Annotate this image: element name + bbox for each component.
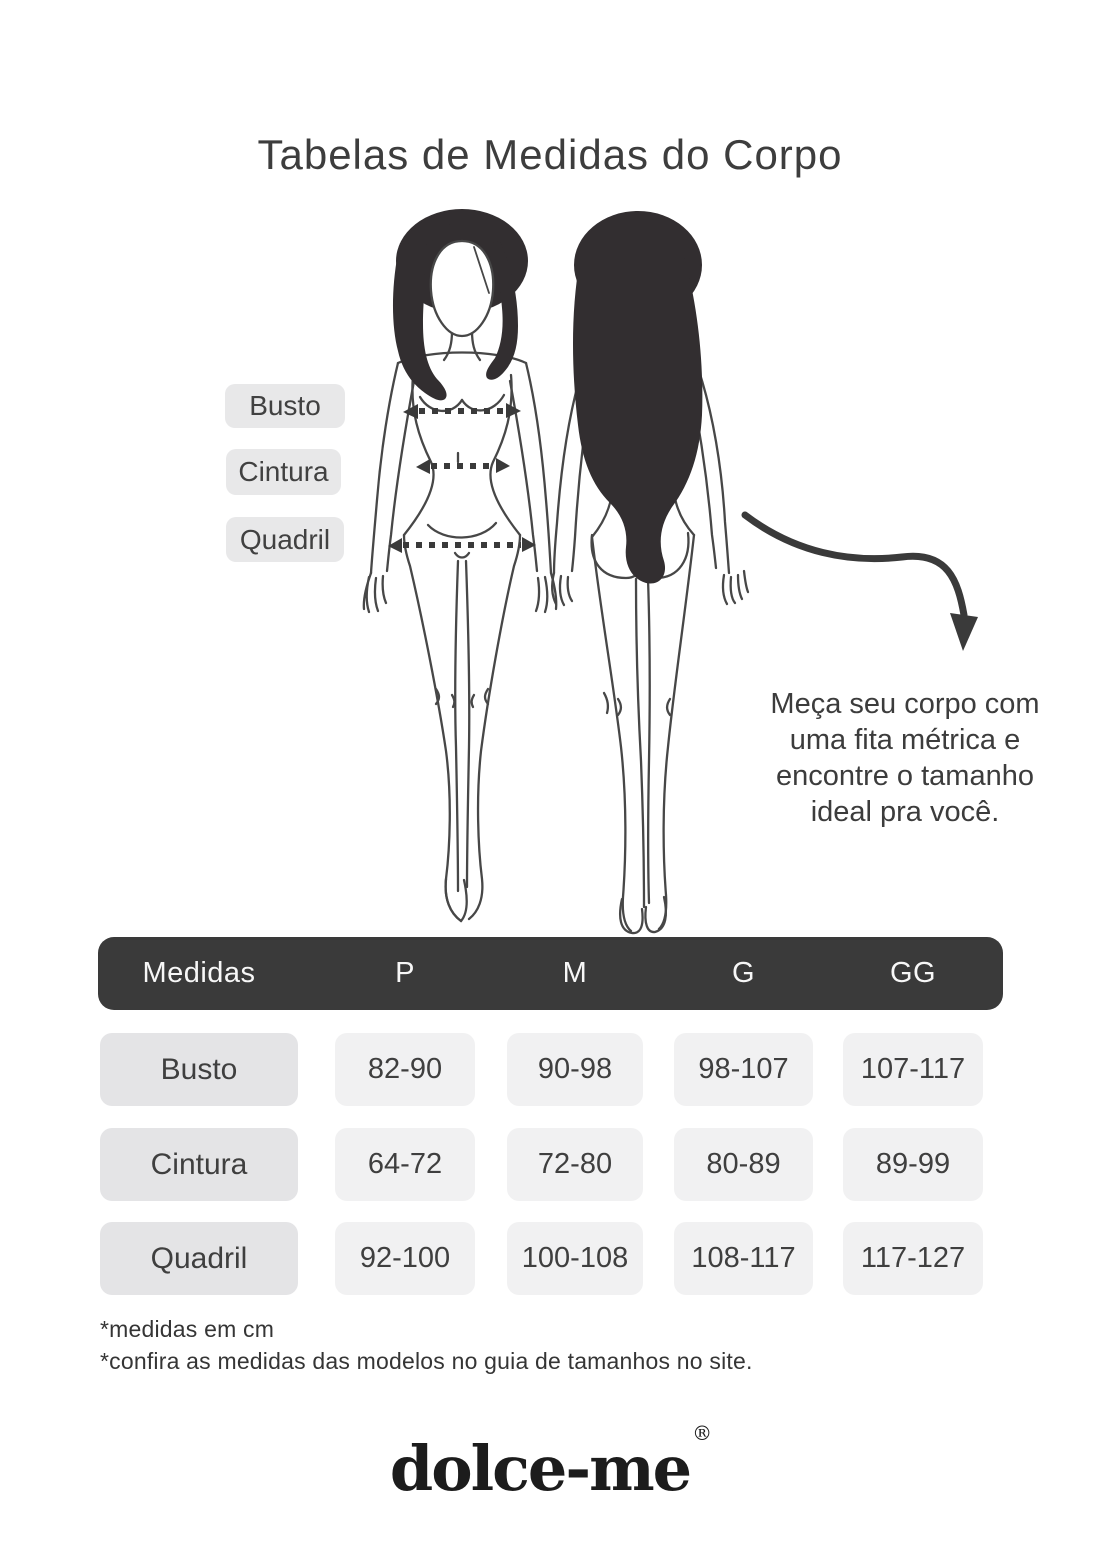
cell-busto-p: 82-90 bbox=[335, 1033, 475, 1106]
page-title: Tabelas de Medidas do Corpo bbox=[257, 131, 843, 179]
curved-arrow-icon bbox=[745, 515, 978, 651]
row-label-quadril: Quadril bbox=[100, 1222, 298, 1295]
cell-cintura-g: 80-89 bbox=[674, 1128, 813, 1201]
brand-name: dolce-me bbox=[389, 1432, 691, 1505]
cell-quadril-m: 100-108 bbox=[507, 1222, 643, 1295]
hip-measure-line bbox=[388, 537, 536, 553]
waist-label-pill bbox=[226, 449, 341, 495]
cell-cintura-p: 64-72 bbox=[335, 1128, 475, 1201]
row-label-busto: Busto bbox=[100, 1033, 298, 1106]
column-header-m: M bbox=[562, 957, 588, 989]
column-header-medidas: Medidas bbox=[142, 957, 256, 989]
cell-cintura-gg: 89-99 bbox=[843, 1128, 983, 1201]
bust-measure-line bbox=[403, 403, 521, 419]
hip-label: Quadril bbox=[239, 523, 331, 555]
measure-note-line: uma fita métrica e bbox=[789, 724, 1021, 756]
cell-busto-m: 90-98 bbox=[507, 1033, 643, 1106]
female-front-figure bbox=[364, 209, 556, 921]
column-header-g: G bbox=[731, 957, 756, 989]
column-header-p: P bbox=[395, 957, 415, 989]
measure-note bbox=[735, 686, 1075, 830]
body-measure-illustration bbox=[0, 185, 1100, 955]
size-table-header bbox=[98, 937, 1003, 1010]
measure-note-line: encontre o tamanho bbox=[776, 760, 1034, 792]
female-back-figure bbox=[552, 211, 748, 933]
cell-quadril-g: 108-117 bbox=[674, 1222, 813, 1295]
footnote-models: *confira as medidas das modelos no guia de tamanhos no site. bbox=[100, 1348, 753, 1374]
cell-busto-g: 98-107 bbox=[674, 1033, 813, 1106]
bust-label-pill bbox=[225, 384, 345, 428]
footnote-units: *medidas em cm bbox=[100, 1316, 275, 1342]
measure-note-line: ideal pra você. bbox=[810, 796, 1000, 828]
hip-label-pill bbox=[226, 517, 344, 562]
cell-busto-gg: 107-117 bbox=[843, 1033, 983, 1106]
cell-quadril-p: 92-100 bbox=[335, 1222, 475, 1295]
registered-mark: ® bbox=[692, 1421, 713, 1446]
column-header-gg: GG bbox=[889, 957, 937, 989]
cell-cintura-m: 72-80 bbox=[507, 1128, 643, 1201]
bust-label: Busto bbox=[249, 390, 321, 421]
cell-quadril-gg: 117-127 bbox=[843, 1222, 983, 1295]
brand-logo bbox=[0, 1421, 1100, 1505]
row-label-cintura: Cintura bbox=[100, 1128, 298, 1201]
waist-label: Cintura bbox=[238, 456, 329, 487]
measure-note-line: Meça seu corpo com bbox=[770, 688, 1040, 720]
